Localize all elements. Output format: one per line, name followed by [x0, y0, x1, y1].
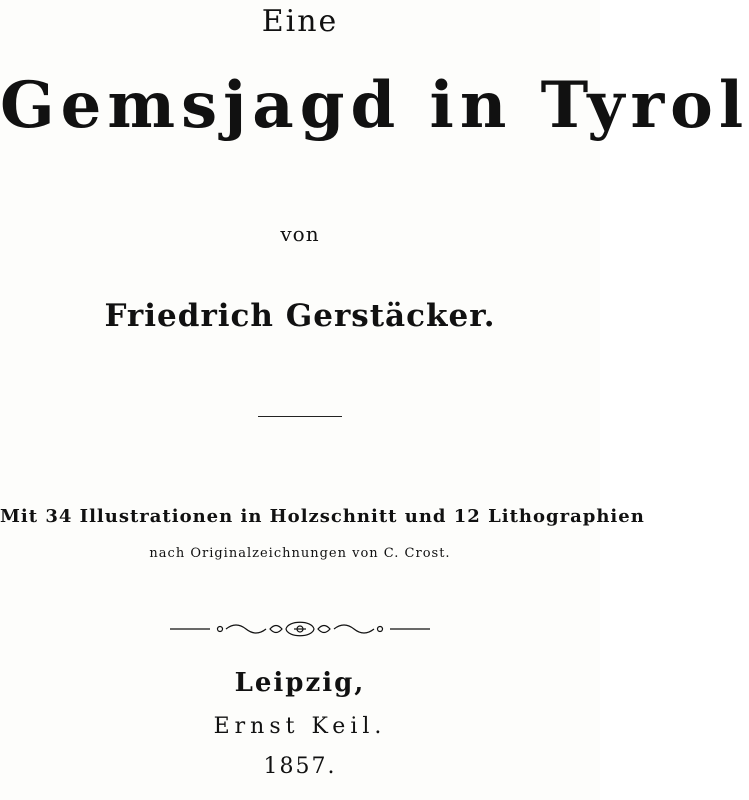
publication-year: 1857.: [263, 754, 337, 779]
drawings-credit: nach Originalzeichnungen von C. Crost.: [149, 546, 451, 561]
author-name: Friedrich Gerstäcker.: [104, 298, 496, 334]
illustrations-note: Mit 34 Illustrationen in Holzschnitt und 12 Lithographien: [0, 506, 645, 527]
by-line: von: [280, 222, 320, 246]
ornament-divider: [170, 618, 430, 640]
book-title: Gemsjagd in Tyrol: [0, 68, 749, 143]
pre-title: Eine: [261, 4, 339, 39]
divider-rule: [258, 416, 342, 417]
publisher-name: Ernst Keil.: [213, 714, 387, 739]
publication-place: Leipzig,: [234, 668, 366, 698]
